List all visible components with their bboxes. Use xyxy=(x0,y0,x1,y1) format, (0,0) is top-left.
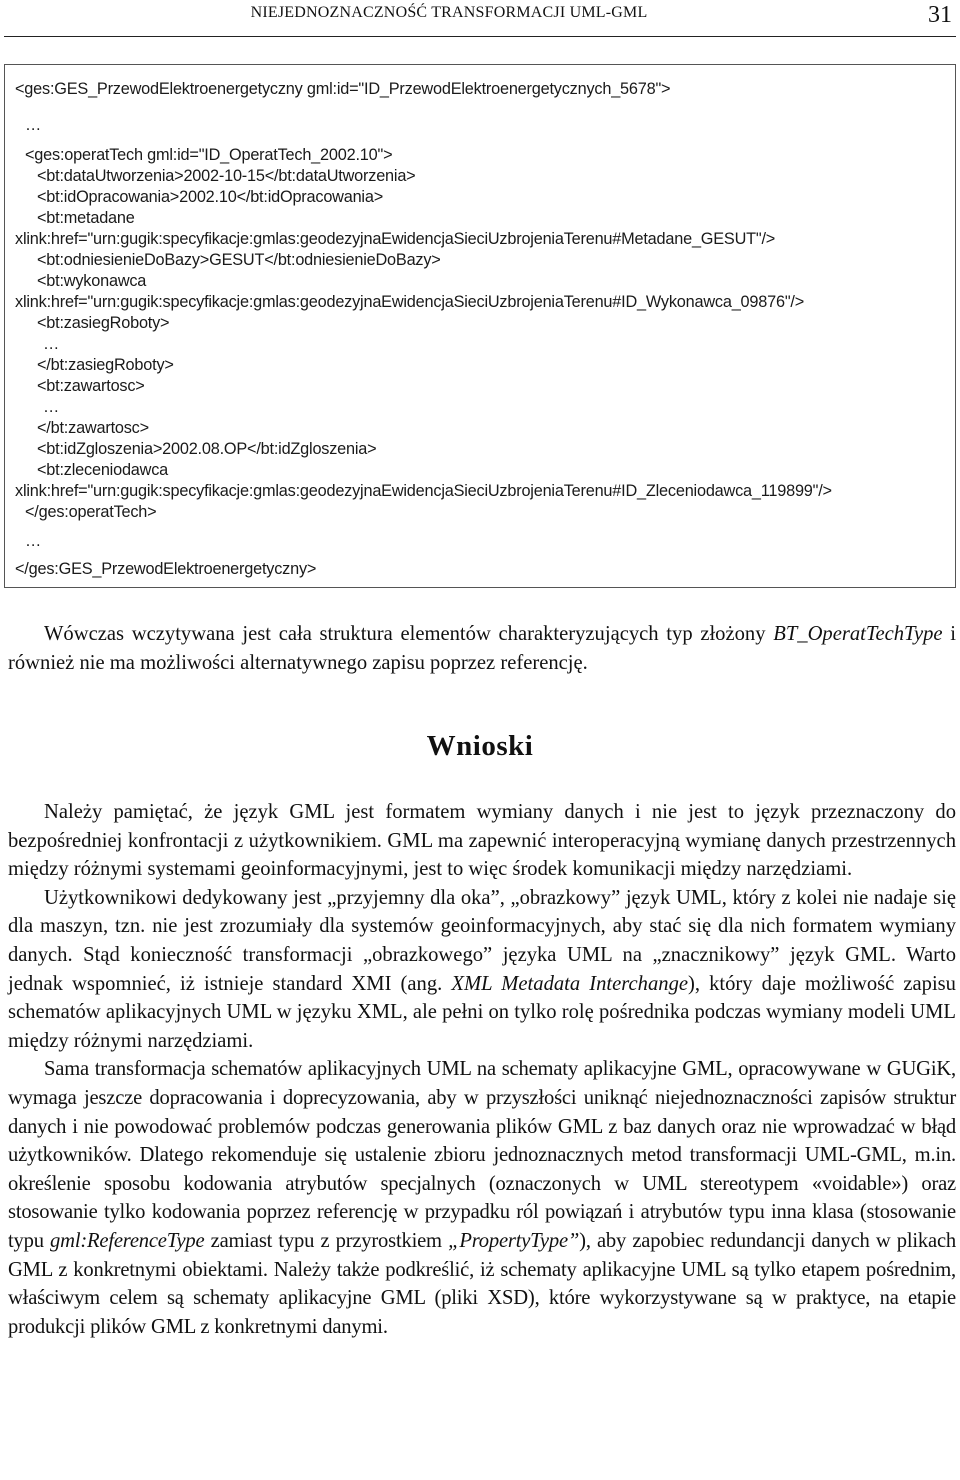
code-listing-box xyxy=(4,64,956,588)
code-line: … xyxy=(43,398,60,416)
intro-text: i również nie ma możliwości alternatywnego zapisu poprzez referencję. xyxy=(8,623,956,674)
code-line: <bt:idOpracowania>2002.10</bt:idOpracowania> xyxy=(37,188,384,206)
code-line: … xyxy=(25,532,42,550)
code-line: <bt:zasiegRoboty> xyxy=(37,314,170,332)
code-line: xlink:href="urn:gugik:specyfikacje:gmlas:geodezyjnaEwidencjaSieciUzbrojeniaTerenu#Metadane_GESUT"/> xyxy=(15,230,776,248)
paragraph-text: ), który daje możliwość zapisu schematów aplikacyjnych UML w języku XML, ale pełni on tylko rolę pośrednika podczas wymiany modeli UML między różnymi narzędziami. xyxy=(8,972,956,1052)
code-line: <ges:GES_PrzewodElektroenergetyczny gml:id="ID_PrzewodElektroenergetycznych_5678"> xyxy=(15,80,671,98)
code-line: <bt:wykonawca xyxy=(37,272,147,290)
code-line: <ges:operatTech gml:id="ID_OperatTech_2002.10"> xyxy=(25,146,393,164)
italic-term: „PropertyType” xyxy=(448,1229,580,1252)
paragraph-text: ), aby zapobiec redundancji danych w plikach GML z konkretnymi obiektami. Należy także podkreślić, iż schematy aplikacyjne UML są tylko etapem pośrednim, właściwym celem są schematy aplikacyjne GML (pliki XSD), które wykorzystywane są w praktyce, na etapie produkcji plików GML z konkretnymi danymi. xyxy=(8,1229,956,1338)
code-line: <bt:odniesienieDoBazy>GESUT</bt:odniesienieDoBazy> xyxy=(37,251,441,269)
paragraph-text: Użytkownikowi dedykowany jest „przyjemny dla oka”, „obrazkowy” język UML, który z kolei nie nadaje się dla maszyn, tzn. nie jest zrozumiały dla systemów geoinformacyjnych, aby stać się dla nich formatem wymiany danych. Stąd konieczność transformacji „obrazkowego” języka UML na „znacznikowy” język GML. Warto jednak wspomnieć, iż istnieje standard XMI (ang. xyxy=(8,886,956,995)
code-line: <bt:zawartosc> xyxy=(37,377,145,395)
italic-term: gml:ReferenceType xyxy=(50,1229,205,1252)
paragraph: Należy pamiętać, że język GML jest formatem wymiany danych i nie jest to język przeznaczony do bezpośredniej konfrontacji z użytkownikiem. GML ma zapewnić interoperacyjną wymianę danych przestrzennych między różnymi systemami geoinformacyjnymi, jest to więc środek komunikacji między narzędziami. xyxy=(8,801,956,881)
code-line: … xyxy=(25,116,42,134)
code-line: </ges:operatTech> xyxy=(25,503,157,521)
page-number: 31 xyxy=(928,2,952,28)
paragraph xyxy=(8,1055,956,1341)
code-line: <bt:dataUtworzenia>2002-10-15</bt:dataUtworzenia> xyxy=(37,167,416,185)
code-line: … xyxy=(43,335,60,353)
code-line: </ges:GES_PrzewodElektroenergetyczny> xyxy=(15,560,317,578)
intro-paragraph xyxy=(8,620,956,678)
code-line: <bt:zleceniodawca xyxy=(37,461,169,479)
paragraph xyxy=(8,884,956,1056)
code-line: xlink:href="urn:gugik:specyfikacje:gmlas:geodezyjnaEwidencjaSieciUzbrojeniaTerenu#ID_Wykonawca_09876"/> xyxy=(15,293,805,311)
code-line: </bt:zasiegRoboty> xyxy=(37,356,174,374)
code-line: xlink:href="urn:gugik:specyfikacje:gmlas:geodezyjnaEwidencjaSieciUzbrojeniaTerenu#ID_Zleceniodawca_119899"/> xyxy=(15,482,832,500)
header-rule xyxy=(4,36,956,37)
running-title: NIEJEDNOZNACZNOŚĆ TRANSFORMACJI UML-GML xyxy=(250,4,648,21)
paragraph-text: zamiast typu z przyrostkiem xyxy=(204,1229,449,1252)
section-heading: Wnioski xyxy=(426,730,534,762)
italic-term: XML Metadata Interchange xyxy=(451,972,689,995)
conclusions-body xyxy=(8,798,956,1341)
code-line: </bt:zawartosc> xyxy=(37,419,149,437)
paragraph-text: Sama transformacja schematów aplikacyjnych UML na schematy aplikacyjne GML, opracowywane w GUGiK, wymaga jeszcze dopracowania i doprecyzowania, aby w przyszłości uniknąć niejednoznaczności zapisów struktur danych i nie powodować problemów podczas generowania plików GML z baz danych oraz nie wprowadzać w błąd użytkowników. Dlatego rekomenduje się ustalenie zbioru jednoznacznych metod transformacji UML-GML, m.in. określenie sposobu kodowania atrybutów specjalnych (oznaczonych w UML stereotypem «voidable») oraz stosowanie tylko kodowania poprzez referencję w przypadku ról powiązań i atrybutów typu inna klasa (stosowanie typu xyxy=(8,1058,956,1252)
intro-text: Wówczas wczytywana jest cała struktura elementów charakteryzujących typ złożony xyxy=(44,623,774,645)
code-line: <bt:idZgloszenia>2002.08.OP</bt:idZgloszenia> xyxy=(37,440,377,458)
page-header xyxy=(0,0,960,40)
type-name-italic: BT_OperatTechType xyxy=(773,623,943,645)
code-line: <bt:metadane xyxy=(37,209,135,227)
